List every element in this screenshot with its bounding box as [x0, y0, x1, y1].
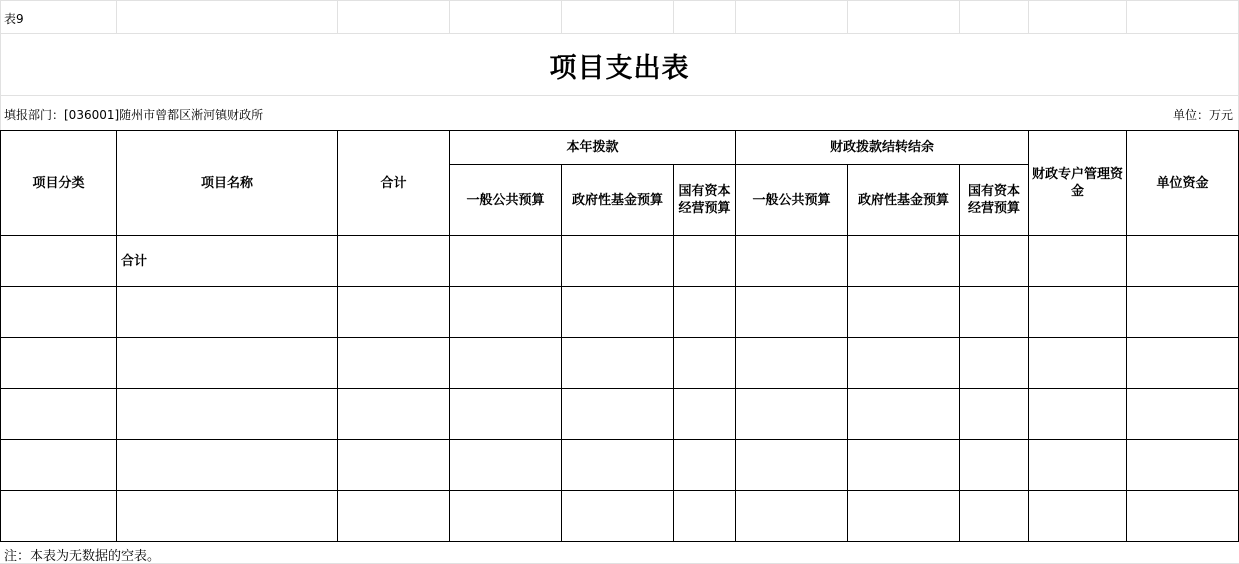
cell[interactable] — [1029, 287, 1127, 338]
project-expenditure-table — [0, 130, 1239, 542]
cell[interactable] — [562, 236, 674, 287]
gridline — [337, 0, 338, 33]
cell[interactable] — [450, 287, 562, 338]
cell[interactable] — [1029, 440, 1127, 491]
cell[interactable] — [562, 389, 674, 440]
table-number-label: 表9 — [4, 12, 24, 26]
unit-label: 单位：万元 — [1172, 108, 1233, 122]
table-row — [1, 236, 1239, 287]
header-row-1 — [1, 131, 1239, 165]
cell[interactable] — [960, 491, 1029, 542]
cell[interactable] — [736, 491, 848, 542]
cell[interactable] — [450, 389, 562, 440]
cell[interactable] — [674, 389, 736, 440]
gridline — [0, 33, 1239, 34]
cell[interactable] — [1127, 338, 1239, 389]
header-state-capital-budget[interactable]: 国有资本经营预算 — [960, 165, 1029, 236]
cell[interactable] — [674, 440, 736, 491]
cell[interactable] — [450, 338, 562, 389]
cell[interactable] — [1127, 389, 1239, 440]
gridline — [1028, 0, 1029, 33]
header-general-budget[interactable]: 一般公共预算 — [450, 165, 562, 236]
header-project-name[interactable]: 项目名称 — [117, 131, 338, 236]
cell[interactable] — [338, 287, 450, 338]
cell[interactable] — [960, 389, 1029, 440]
cell[interactable] — [848, 440, 960, 491]
cell[interactable] — [562, 491, 674, 542]
gridline — [561, 0, 562, 33]
cell-category[interactable] — [1, 440, 117, 491]
cell[interactable] — [338, 236, 450, 287]
cell[interactable] — [960, 236, 1029, 287]
cell-category[interactable] — [1, 389, 117, 440]
header-carryover-balance[interactable]: 财政拨款结转结余 — [736, 131, 1029, 165]
cell[interactable] — [1127, 236, 1239, 287]
page-title: 项目支出表 — [549, 53, 690, 84]
table-row — [1, 338, 1239, 389]
cell[interactable] — [450, 440, 562, 491]
cell-category[interactable] — [1, 236, 117, 287]
header-unit-funds[interactable]: 单位资金 — [1127, 131, 1239, 236]
gridline — [673, 0, 674, 33]
header-general-budget[interactable]: 一般公共预算 — [736, 165, 848, 236]
cell[interactable] — [736, 440, 848, 491]
cell[interactable] — [1127, 440, 1239, 491]
cell[interactable] — [338, 491, 450, 542]
cell-project-name[interactable] — [117, 440, 338, 491]
gridline — [1126, 0, 1127, 33]
cell[interactable] — [450, 236, 562, 287]
cell-project-name[interactable] — [117, 287, 338, 338]
cell[interactable] — [674, 338, 736, 389]
cell[interactable] — [848, 236, 960, 287]
header-total[interactable]: 合计 — [338, 131, 450, 236]
cell[interactable] — [338, 389, 450, 440]
cell[interactable] — [960, 440, 1029, 491]
cell[interactable] — [736, 338, 848, 389]
cell[interactable] — [1029, 236, 1127, 287]
table-row — [1, 491, 1239, 542]
cell[interactable] — [736, 236, 848, 287]
gridline — [0, 95, 1239, 96]
cell[interactable] — [736, 287, 848, 338]
gridline — [449, 0, 450, 33]
cell[interactable] — [1127, 491, 1239, 542]
cell[interactable] — [1029, 338, 1127, 389]
cell-project-name[interactable] — [117, 491, 338, 542]
table-row — [1, 287, 1239, 338]
cell[interactable] — [1029, 491, 1127, 542]
header-current-year-appropriation[interactable]: 本年拨款 — [450, 131, 736, 165]
cell[interactable] — [848, 491, 960, 542]
cell[interactable] — [562, 287, 674, 338]
cell[interactable] — [674, 287, 736, 338]
header-gov-fund-budget[interactable]: 政府性基金预算 — [848, 165, 960, 236]
cell-category[interactable] — [1, 491, 117, 542]
header-state-capital-budget[interactable]: 国有资本经营预算 — [674, 165, 736, 236]
cell-project-name[interactable] — [117, 389, 338, 440]
table-row — [1, 389, 1239, 440]
header-gov-fund-budget[interactable]: 政府性基金预算 — [562, 165, 674, 236]
cell[interactable] — [562, 440, 674, 491]
cell[interactable] — [1029, 389, 1127, 440]
gridline — [959, 0, 960, 33]
cell[interactable] — [674, 491, 736, 542]
department-label: 填报部门：[036001]随州市曾都区淅河镇财政所 — [4, 108, 264, 122]
cell[interactable] — [1127, 287, 1239, 338]
gridline — [0, 0, 1239, 1]
cell-project-name[interactable] — [117, 338, 338, 389]
cell[interactable] — [338, 338, 450, 389]
cell[interactable] — [674, 236, 736, 287]
cell-project-name[interactable]: 合计 — [117, 236, 338, 287]
gridline — [847, 0, 848, 33]
cell[interactable] — [562, 338, 674, 389]
cell[interactable] — [848, 338, 960, 389]
cell[interactable] — [450, 491, 562, 542]
gridline — [735, 0, 736, 33]
cell[interactable] — [736, 389, 848, 440]
gridline — [116, 0, 117, 33]
cell[interactable] — [848, 389, 960, 440]
cell-category[interactable] — [1, 287, 117, 338]
header-special-account-funds[interactable]: 财政专户管理资金 — [1029, 131, 1127, 236]
cell[interactable] — [848, 287, 960, 338]
cell[interactable] — [960, 287, 1029, 338]
footnote: 注：本表为无数据的空表。 — [4, 549, 161, 564]
cell-category[interactable] — [1, 338, 117, 389]
table-row — [1, 440, 1239, 491]
cell[interactable] — [338, 440, 450, 491]
cell[interactable] — [960, 338, 1029, 389]
header-category[interactable]: 项目分类 — [1, 131, 117, 236]
